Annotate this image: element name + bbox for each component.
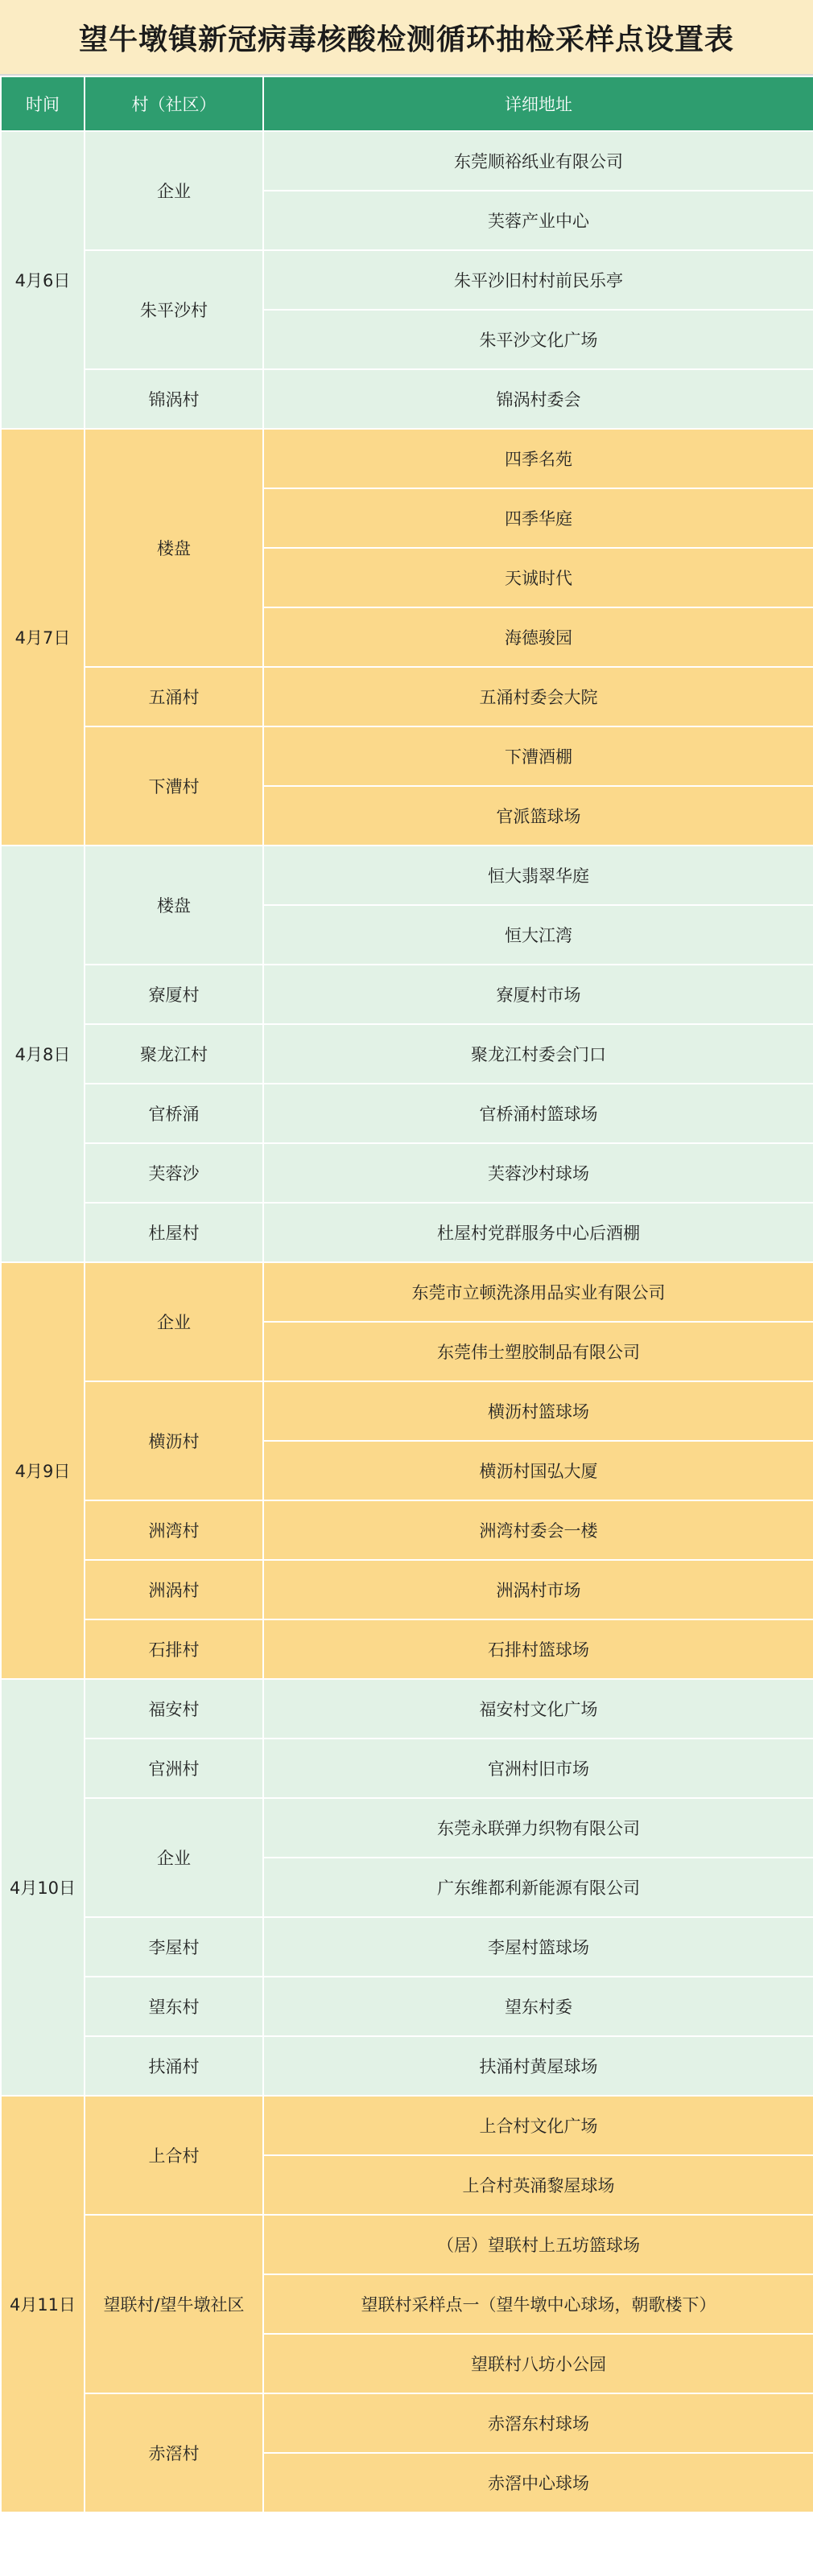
address-cell: 福安村文化广场 (263, 1679, 813, 1739)
address-cell: 东莞顺裕纸业有限公司 (263, 131, 813, 191)
table-row (1, 429, 813, 488)
village-cell: 寮厦村 (85, 965, 263, 1024)
address-cell: 扶涌村黄屋球场 (263, 2036, 813, 2096)
table-row (1, 1977, 813, 2036)
address-cell: 五涌村委会大院 (263, 667, 813, 726)
header-date: 时间 (1, 76, 85, 131)
village-cell: 朱平沙村 (85, 250, 263, 369)
date-cell: 4月7日 (1, 429, 85, 846)
table-row (1, 1619, 813, 1679)
address-cell: 赤滘中心球场 (263, 2453, 813, 2512)
table-row (1, 1262, 813, 1322)
table-body (1, 131, 813, 2512)
table-row (1, 1560, 813, 1619)
address-cell: 四季名苑 (263, 429, 813, 488)
village-cell: 企业 (85, 1798, 263, 1917)
table-row (1, 1679, 813, 1739)
village-cell: 赤滘村 (85, 2393, 263, 2512)
village-cell: 下漕村 (85, 726, 263, 846)
village-cell: 望东村 (85, 1977, 263, 2036)
village-cell: 福安村 (85, 1679, 263, 1739)
page-title: 望牛墩镇新冠病毒核酸检测循环抽检采样点设置表 (0, 0, 813, 76)
village-cell: 横沥村 (85, 1381, 263, 1500)
village-cell: 五涌村 (85, 667, 263, 726)
village-cell: 望联村/望牛墩社区 (85, 2215, 263, 2393)
header-village: 村（社区） (85, 76, 263, 131)
address-cell: 官洲村旧市场 (263, 1739, 813, 1798)
table-row (1, 1739, 813, 1798)
date-cell: 4月9日 (1, 1262, 85, 1679)
table-row (1, 1203, 813, 1262)
address-cell: 横沥村篮球场 (263, 1381, 813, 1441)
village-cell: 官洲村 (85, 1739, 263, 1798)
village-cell: 企业 (85, 131, 263, 250)
table-row (1, 250, 813, 310)
address-cell: 横沥村国弘大厦 (263, 1441, 813, 1500)
village-cell: 官桥涌 (85, 1084, 263, 1143)
date-cell: 4月10日 (1, 1679, 85, 2096)
address-cell: 东莞市立顿洗涤用品实业有限公司 (263, 1262, 813, 1322)
address-cell: （居）望联村上五坊篮球场 (263, 2215, 813, 2274)
address-cell: 恒大江湾 (263, 905, 813, 965)
village-cell: 上合村 (85, 2096, 263, 2215)
village-cell: 扶涌村 (85, 2036, 263, 2096)
address-cell: 官派篮球场 (263, 786, 813, 846)
village-cell: 洲涡村 (85, 1560, 263, 1619)
village-cell: 芙蓉沙 (85, 1143, 263, 1203)
village-cell: 石排村 (85, 1619, 263, 1679)
address-cell: 上合村文化广场 (263, 2096, 813, 2155)
table-row (1, 846, 813, 905)
village-cell: 聚龙江村 (85, 1024, 263, 1084)
address-cell: 官桥涌村篮球场 (263, 1084, 813, 1143)
table-row (1, 726, 813, 786)
date-cell: 4月6日 (1, 131, 85, 429)
table-row (1, 369, 813, 429)
table-row (1, 1500, 813, 1560)
village-cell: 楼盘 (85, 846, 263, 965)
address-cell: 东莞伟士塑胶制品有限公司 (263, 1322, 813, 1381)
table-row (1, 131, 813, 191)
table-header-row (1, 76, 813, 131)
address-cell: 赤滘东村球场 (263, 2393, 813, 2453)
address-cell: 海德骏园 (263, 607, 813, 667)
address-cell: 杜屋村党群服务中心后酒棚 (263, 1203, 813, 1262)
village-cell: 洲湾村 (85, 1500, 263, 1560)
address-cell: 望联村八坊小公园 (263, 2334, 813, 2393)
table-row (1, 2096, 813, 2155)
sampling-table (0, 76, 813, 2513)
village-cell: 杜屋村 (85, 1203, 263, 1262)
address-cell: 广东维都利新能源有限公司 (263, 1858, 813, 1917)
address-cell: 四季华庭 (263, 488, 813, 548)
village-cell: 李屋村 (85, 1917, 263, 1977)
date-cell: 4月8日 (1, 846, 85, 1262)
table-row (1, 667, 813, 726)
village-cell: 楼盘 (85, 429, 263, 667)
address-cell: 李屋村篮球场 (263, 1917, 813, 1977)
address-cell: 芙蓉沙村球场 (263, 1143, 813, 1203)
address-cell: 洲涡村市场 (263, 1560, 813, 1619)
date-cell: 4月11日 (1, 2096, 85, 2512)
table-row (1, 1024, 813, 1084)
table-row (1, 2036, 813, 2096)
address-cell: 望联村采样点一（望牛墩中心球场，朝歌楼下） (263, 2274, 813, 2334)
header-address: 详细地址 (263, 76, 813, 131)
address-cell: 聚龙江村委会门口 (263, 1024, 813, 1084)
address-cell: 望东村委 (263, 1977, 813, 2036)
address-cell: 芙蓉产业中心 (263, 191, 813, 250)
table-row (1, 2393, 813, 2453)
address-cell: 石排村篮球场 (263, 1619, 813, 1679)
table-row (1, 965, 813, 1024)
address-cell: 锦涡村委会 (263, 369, 813, 429)
address-cell: 东莞永联弹力织物有限公司 (263, 1798, 813, 1858)
table-row (1, 1917, 813, 1977)
village-cell: 锦涡村 (85, 369, 263, 429)
table-row (1, 2215, 813, 2274)
table-row (1, 1143, 813, 1203)
address-cell: 朱平沙旧村村前民乐亭 (263, 250, 813, 310)
table-row (1, 1381, 813, 1441)
address-cell: 天诚时代 (263, 548, 813, 607)
address-cell: 朱平沙文化广场 (263, 310, 813, 369)
village-cell: 企业 (85, 1262, 263, 1381)
address-cell: 寮厦村市场 (263, 965, 813, 1024)
address-cell: 上合村英涌黎屋球场 (263, 2155, 813, 2215)
address-cell: 下漕酒棚 (263, 726, 813, 786)
table-row (1, 1084, 813, 1143)
address-cell: 恒大翡翠华庭 (263, 846, 813, 905)
table-row (1, 1798, 813, 1858)
address-cell: 洲湾村委会一楼 (263, 1500, 813, 1560)
